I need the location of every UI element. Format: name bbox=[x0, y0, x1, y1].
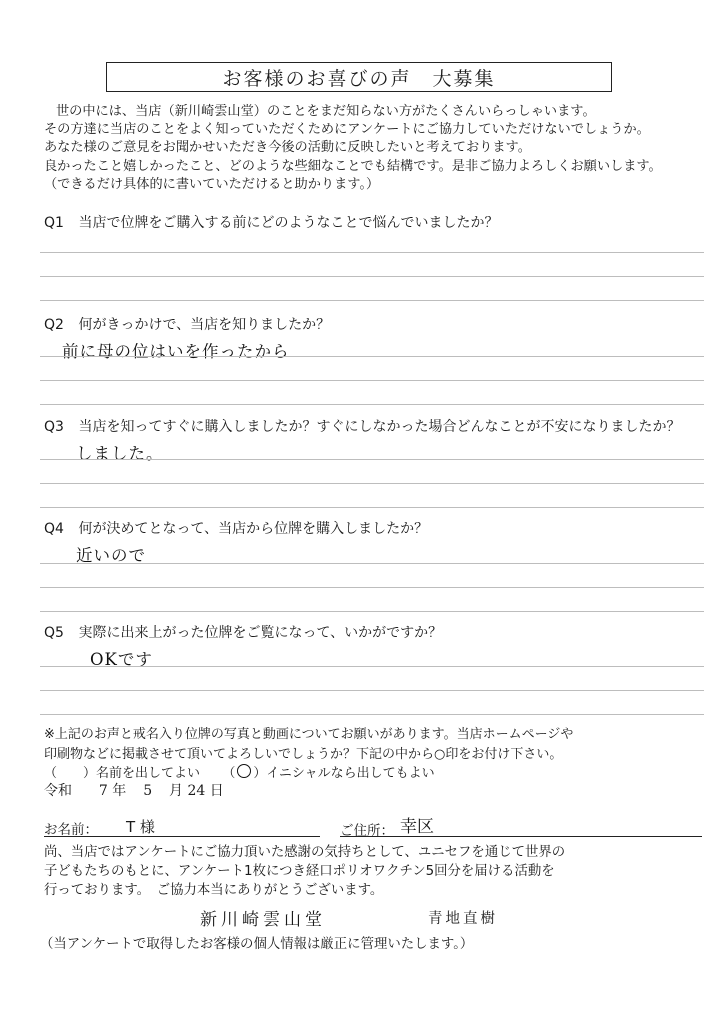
answer-line bbox=[40, 507, 704, 508]
address-value: 幸区 bbox=[400, 817, 434, 837]
answer-line bbox=[40, 666, 704, 667]
thanks-text bbox=[44, 843, 565, 900]
intro-line: （できるだけ具体的に書いていただけると助かります。） bbox=[44, 176, 380, 192]
date-month-unit: 月 bbox=[169, 783, 184, 799]
intro-line: あなた様のご意見をお聞かせいただき今後の活動に反映したいと考えております。 bbox=[44, 140, 531, 156]
answer-line bbox=[40, 714, 704, 715]
date-year: 7 bbox=[98, 783, 108, 799]
question-4 bbox=[44, 518, 428, 538]
circle-mark-icon bbox=[237, 764, 251, 778]
date-line bbox=[44, 780, 224, 800]
question-number: Q3 bbox=[44, 419, 64, 435]
option-1-paren[interactable]: （ ） bbox=[44, 766, 97, 781]
answer-4: 近いので bbox=[76, 546, 146, 565]
thanks-line: 子どもたちのもとに、アンケート1枚につき経口ポリオワクチン5回分を届ける活動を bbox=[44, 864, 555, 879]
answer-line bbox=[40, 356, 704, 357]
intro-line: その方達に当店のことをよく知っていただくためにアンケートにご協力していただけないでしょうか。 bbox=[44, 122, 650, 138]
answer-3: しました。 bbox=[76, 444, 164, 463]
date-era: 令和 bbox=[44, 783, 72, 799]
question-text: 実際に出来上がった位牌をご覧になって、いかがですか？ bbox=[78, 625, 443, 641]
answer-line bbox=[40, 404, 704, 405]
answer-line bbox=[40, 587, 704, 588]
question-2 bbox=[44, 314, 330, 334]
thanks-line: 尚、当店ではアンケートにご協力頂いた感謝の気持ちとして、ユニセフを通じて世界の bbox=[44, 845, 566, 860]
consent-line-2: 印刷物などに掲載させて頂いてよろしいでしょうか？下記の中から○印をお付け下さい。 bbox=[44, 747, 563, 762]
answer-line bbox=[40, 276, 704, 277]
date-month: 5 bbox=[143, 783, 153, 799]
date-day-unit: 日 bbox=[209, 783, 224, 799]
question-number: Q2 bbox=[44, 317, 64, 333]
name-value: T 様 bbox=[126, 818, 155, 836]
answer-line bbox=[40, 300, 704, 301]
question-number: Q5 bbox=[44, 625, 64, 641]
owner-name: 青地直樹 bbox=[428, 911, 498, 927]
thanks-line: 行っております。 ご協力本当にありがとうございます。 bbox=[44, 883, 384, 898]
question-text: 何がきっかけで、当店を知りましたか？ bbox=[78, 317, 331, 333]
question-number: Q4 bbox=[44, 521, 64, 537]
date-year-unit: 年 bbox=[112, 783, 127, 799]
option-1-label: 名前を出してよい bbox=[96, 766, 201, 781]
question-5 bbox=[44, 622, 442, 642]
address-underline bbox=[340, 836, 702, 837]
name-label: お名前： bbox=[44, 822, 98, 838]
answer-line bbox=[40, 483, 704, 484]
option-2-label: イニシャルなら出してもよい bbox=[266, 766, 435, 781]
answer-line bbox=[40, 611, 704, 612]
privacy-note: （当アンケートで取得したお客様の個人情報は厳正に管理いたします。） bbox=[40, 937, 474, 952]
question-text: 何が決めてとなって、当店から位牌を購入しましたか？ bbox=[78, 521, 429, 537]
answer-2: 前に母の位はいを作ったから bbox=[62, 342, 290, 361]
intro-text bbox=[44, 103, 704, 194]
date-day: 24 bbox=[187, 783, 206, 799]
consent-line-1: ※上記のお声と戒名入り位牌の写真と動画についてお願いがあります。当店ホームページや bbox=[44, 727, 574, 742]
question-text: 当店で位牌をご購入する前にどのようなことで悩んでいましたか？ bbox=[78, 215, 499, 231]
answer-line bbox=[40, 690, 704, 691]
answer-line bbox=[40, 563, 704, 564]
question-text: 当店を知ってすぐに購入しましたか？すぐにしなかった場合どんなことが不安になりましたか？ bbox=[78, 419, 681, 435]
answer-line bbox=[40, 380, 704, 381]
answer-line bbox=[40, 459, 704, 460]
consent-options bbox=[44, 762, 435, 781]
answer-5: OKです bbox=[90, 650, 153, 669]
question-1 bbox=[44, 212, 498, 232]
survey-title: お客様のお喜びの声 大募集 bbox=[106, 62, 612, 92]
option-2-paren[interactable]: （ ） bbox=[222, 766, 267, 781]
intro-line: 良かったこと嬉しかったこと、どのような些細なことでも結構です。是非ご協力よろしくお願いします。 bbox=[44, 158, 662, 174]
question-number: Q1 bbox=[44, 215, 64, 231]
answer-line bbox=[40, 252, 704, 253]
address-label: ご住所： bbox=[340, 823, 394, 839]
name-underline bbox=[44, 836, 320, 837]
intro-line: 世の中には、当店（新川崎雲山堂）のことをまだ知らない方がたくさんいらっしゃいます。 bbox=[56, 104, 596, 119]
question-3 bbox=[44, 416, 680, 436]
shop-name: 新川崎雲山堂 bbox=[200, 910, 326, 930]
